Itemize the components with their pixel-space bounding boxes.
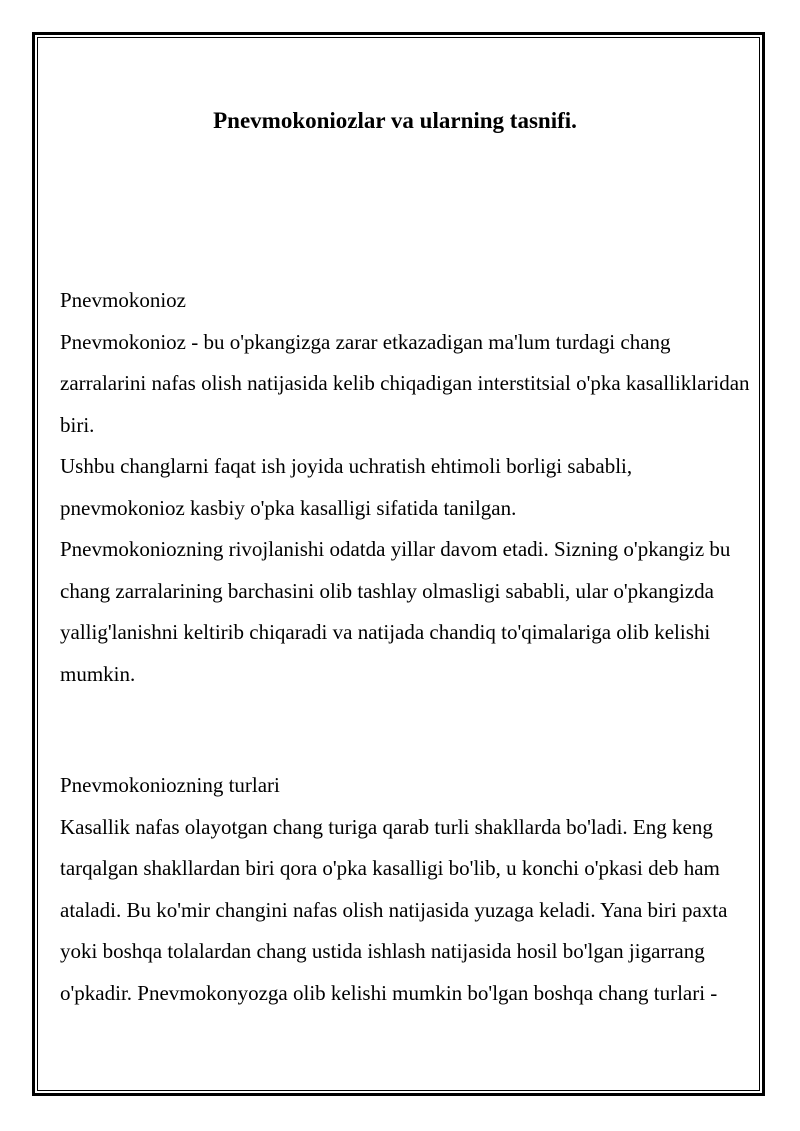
paragraph: Pnevmokonioz - bu o'pkangizga zarar etkazadigan ma'lum turdagi chang zarralarini nafas olish natijasida kelib chiqadigan interstitsial o'pka kasalliklaridan biri. xyxy=(60,329,750,437)
section-pnevmokonioz-turlari xyxy=(60,765,750,1014)
page-title: Pnevmokoniozlar va ularning tasnifi. xyxy=(213,108,577,133)
section-heading: Pnevmokonioz xyxy=(60,288,186,312)
section-pnevmokonioz xyxy=(60,280,750,695)
section-heading: Pnevmokoniozning turlari xyxy=(60,773,280,797)
paragraph: Ushbu changlarni faqat ish joyida uchratish ehtimoli borligi sababli, pnevmokonioz kasbiy o'pka kasalligi sifatida tanilgan. xyxy=(60,454,633,520)
paragraph: Kasallik nafas olayotgan chang turiga qarab turli shakllarda bo'ladi. Eng keng tarqalgan shakllardan biri qora o'pka kasalligi bo'lib, u konchi o'pkasi deb ham ataladi. Bu ko'mir changini nafas olish natijasida yuzaga keladi. Yana biri paxta yoki boshqa tolalardan chang ustida ishlash natijasida hosil bo'lgan jigarrang o'pkadir. Pnevmokonyozga olib kelishi mumkin bo'lgan boshqa chang turlari - xyxy=(60,814,728,1005)
paragraph: Pnevmokoniozning rivojlanishi odatda yillar davom etadi. Sizning o'pkangiz bu chang zarralarining barchasini olib tashlay olmasligi sababli, ular o'pkangizda yallig'lanishni keltirib chiqaradi va natijada chandiq to'qimalariga olib kelishi mumkin. xyxy=(60,537,731,686)
